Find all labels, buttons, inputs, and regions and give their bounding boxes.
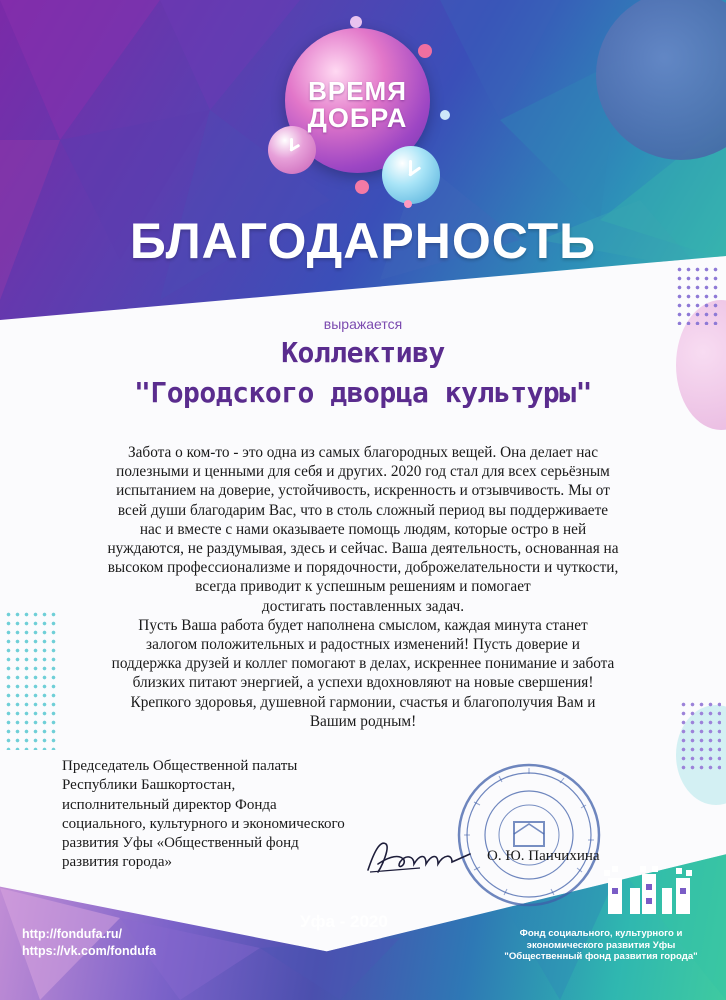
position-line: развития города» xyxy=(62,854,173,871)
decorative-dot xyxy=(404,200,412,208)
handwritten-signature xyxy=(360,832,480,882)
vk-link[interactable]: https://vk.com/fondufa xyxy=(22,944,157,958)
body-line: достигать поставленных задач. xyxy=(261,597,465,615)
body-line: залогом положительных и радостных изменений! Пусть доверие и xyxy=(146,636,580,654)
fund-caption-line: "Общественный фонд развития города" xyxy=(504,951,698,962)
body-line: поддержка друзей и коллег помогают в делах, искреннее понимание и забота xyxy=(111,655,615,673)
signer-name: О. Ю. Панчихина xyxy=(487,848,600,864)
signatory-position xyxy=(62,757,392,873)
recipient-line1: Коллективу xyxy=(281,336,445,369)
website-link[interactable]: http://fondufa.ru/ xyxy=(22,927,122,941)
fund-logo-icon xyxy=(604,864,694,922)
logo-text-line1: ВРЕМЯ xyxy=(308,76,407,106)
body-line: всей души благодарим Вас, что в столь сложный период вы поддерживаете xyxy=(117,501,609,519)
position-line: развития Уфы «Общественный фонд xyxy=(62,835,299,852)
body-line: Забота о ком-то - это одна из самых благородных вещей. Она делает нас xyxy=(127,444,599,461)
fund-caption xyxy=(488,928,714,963)
body-line: близких питают энергией, а успехи вдохновляют на новые свершения! xyxy=(132,674,594,692)
body-line: испытанием на доверие, устойчивость, искренность и отзывчивость. Мы от xyxy=(116,482,610,500)
clock-icon xyxy=(382,146,440,204)
body-line: всегда приводит к успешным решениям и помогает xyxy=(195,578,531,596)
position-line: социального, культурного и экономического xyxy=(62,815,345,832)
body-line: Крепкого здоровья, душевной гармонии, счастья и благополучия Вам и xyxy=(130,693,596,711)
logo-text-line2: ДОБРА xyxy=(307,103,408,133)
body-line: нас и вместе с нами оказываете помощь людям, которые остро в ней xyxy=(139,520,587,538)
position-line: Республики Башкортостан, xyxy=(62,777,236,794)
expressed-label: выражается xyxy=(323,316,403,332)
decorative-dots xyxy=(679,700,721,770)
decorative-dot xyxy=(440,110,450,120)
city-year: Уфа - 2020 xyxy=(300,912,388,931)
certificate-title: БЛАГОДАРНОСТЬ xyxy=(129,213,597,269)
recipient-line2: "Городского дворца культуры" xyxy=(133,376,592,409)
decorative-dot xyxy=(418,44,432,58)
fund-caption-line: Фонд социального, культурного и xyxy=(519,928,683,939)
body-line: полезными и ценными для себя и других. 2020 год стал для всех серьёзным xyxy=(116,463,610,481)
decorative-dots xyxy=(4,610,56,750)
body-text xyxy=(60,443,666,731)
position-line: Председатель Общественной палаты xyxy=(62,758,298,774)
body-line: Вашим родным! xyxy=(309,712,417,730)
position-line: исполнительный директор Фонда xyxy=(62,796,277,813)
fund-caption-line: экономического развития Уфы xyxy=(526,939,676,951)
body-line: Пусть Ваша работа будет наполнена смыслом, каждая минута станет xyxy=(138,616,588,634)
body-line: высоком профессионализме и порядочности, доброжелательности и чуткости, xyxy=(107,559,619,577)
body-line: нуждаются, не раздумывая, здесь и сейчас. Ваша деятельность, основанная на xyxy=(107,540,619,558)
decorative-dot xyxy=(355,180,369,194)
decorative-dot xyxy=(350,16,362,28)
